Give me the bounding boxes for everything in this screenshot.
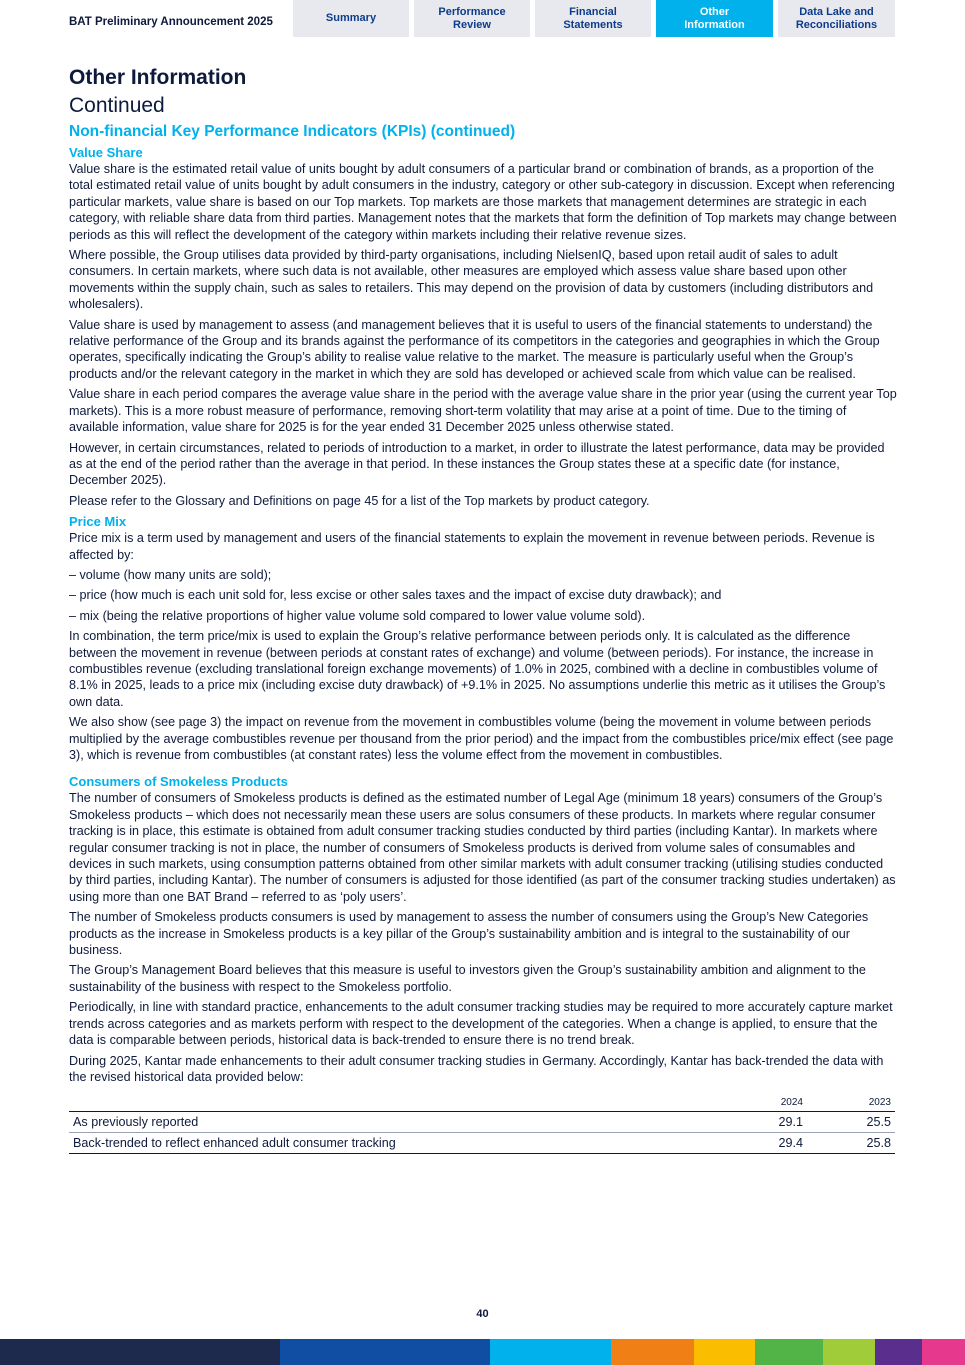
price-mix-bullet: – mix (being the relative proportions of higher value volume sold compared to lower value volume sold). xyxy=(69,608,646,623)
cell-2023: 25.5 xyxy=(807,1112,895,1133)
row-label: Back-trended to reflect enhanced adult consumer tracking xyxy=(69,1133,719,1154)
footer-segment xyxy=(611,1339,694,1365)
row-label: As previously reported xyxy=(69,1112,719,1133)
footer-segment xyxy=(280,1339,490,1365)
smokeless-paragraph: The number of Smokeless products consumers is used by management to assess the number of consumers using the Group’s New Categories products as the increase in Smokeless products is a key pillar of the Group’s sustainability ambition and is integral to the sustainability of our business. xyxy=(69,910,869,958)
tab-financial-statements[interactable]: Financial Statements xyxy=(535,0,651,37)
smokeless-paragraph: Periodically, in line with standard practice, enhancements to the adult consumer tracking studies may be required to more accurately capture market trends across categories and as markets perform with respect to the development of the categories. When a change is applied, to ensure that the data is comparable between periods, historical data is back-trended to ensure there is no trend break. xyxy=(69,1000,893,1048)
price-mix-intro: Price mix is a term used by management and users of the financial statements to explain the movement in revenue between periods. Revenue is affected by: xyxy=(69,531,875,562)
value-share-paragraph: Value share in each period compares the average value share in the period with the average value share in the prior year (using the current year Top markets). This is a more robust measure of performance, removing short-term volatility that may arise at a point of time. Due to the timing of available information, value share for 2025 is for the year ended 31 December 2025 unless otherwise stated. xyxy=(69,387,897,435)
price-mix-bullet: – volume (how many units are sold); xyxy=(69,567,272,582)
table-header-2023: 2023 xyxy=(807,1097,895,1112)
footer-segment xyxy=(823,1339,875,1365)
tab-other-information[interactable]: Other Information xyxy=(656,0,773,37)
page-title: Other Information xyxy=(69,66,247,89)
back-trended-data-table xyxy=(69,1097,895,1154)
price-mix-paragraph: In combination, the term price/mix is used to explain the Group’s relative performance between periods only. It is calculated as the difference between the movement in revenue (between periods at constant rates of exchange) and volume (between periods). For instance, the increase in combustibles revenue (excluding translational foreign exchange movements) of 1.0% in 2025, combined with a decline in combustibles volume of 8.1% in 2025, leads to a price mix (including excise duty drawback) of +9.1% in 2025. No assumptions underlie this metric as it utilises the Group’s own data. xyxy=(69,629,886,709)
value-share-paragraph: Please refer to the Glossary and Definitions on page 45 for a list of the Top markets by product category. xyxy=(69,493,650,508)
footer-segment xyxy=(694,1339,755,1365)
smokeless-paragraph: The number of consumers of Smokeless products is defined as the estimated number of Legal Age (minimum 18 years) consumers of the Group’s Smokeless products – which does not necessarily mean these users are solus consumers of these products. In markets where regular consumer tracking is in place, this estimate is obtained from adult consumer tracking studies conducted by third parties (including Kantar). In markets where regular consumer tracking is not in place, the number of consumers of Smokeless products is derived from volume sales of consumables and devices in such markets, using consumption patterns obtained from other similar markets with adult consumer tracking (utilising studies conducted by third parties, including Kantar). The number of consumers is adjusted for those identified (as part of the consumer tracking studies undertaken) as using more than one BAT Brand – referred to as ‘poly users’. xyxy=(69,791,896,904)
price-mix-heading: Price Mix xyxy=(69,514,127,530)
price-mix-bullet: – price (how much is each unit sold for, less excise or other sales taxes and the impact of excise duty drawback); and xyxy=(69,588,722,603)
document-title: BAT Preliminary Announcement 2025 xyxy=(69,16,273,28)
table-header-2024: 2024 xyxy=(719,1097,807,1112)
smokeless-paragraph: During 2025, Kantar made enhancements to their adult consumer tracking studies in Germany. Accordingly, Kantar has back-trended the data with the revised historical data provided below: xyxy=(69,1053,884,1084)
price-mix-paragraph: We also show (see page 3) the impact on revenue from the movement in combustibles volume (being the movement in volume between periods multiplied by the average combustibles revenue per thousand from the prior period) and the impact from the combustibles price/mix effect (see page 3), which is revenue from combustibles (at constant rates) less the volume effect from the movement in combustibles. xyxy=(69,715,894,762)
footer-segment xyxy=(875,1339,922,1365)
tab-summary[interactable]: Summary xyxy=(293,0,409,37)
page-number: 40 xyxy=(476,1308,489,1320)
value-share-paragraph: Value share is used by management to assess (and management believes that it is useful to users of the financial statements to understand) the relative performance of the Group and its brands against the performance of its competitors in the categories and geographies in which the Group operates, specifically indicating the Group’s ability to realise value relative to the market. The measure is particularly useful when the Group’s products and/or the relevant category in the market in which they are sold has developed or achieved scale from which value can be realised. xyxy=(69,317,880,381)
table-row xyxy=(69,1112,895,1133)
footer-segment xyxy=(490,1339,611,1365)
footer-segment xyxy=(922,1339,965,1365)
footer-color-bar xyxy=(0,1339,965,1365)
value-share-heading: Value Share xyxy=(69,145,143,160)
table-header-row xyxy=(69,1097,895,1112)
cell-2023: 25.8 xyxy=(807,1133,895,1154)
top-navigation xyxy=(0,0,965,40)
table-header-label xyxy=(69,1097,719,1112)
main-content xyxy=(69,64,897,1154)
page-subtitle: Continued xyxy=(69,94,165,117)
section-title: Non-financial Key Performance Indicators (KPIs) (continued) xyxy=(69,123,516,140)
value-share-paragraph: Value share is the estimated retail value of units bought by adult consumers of a particular brand or combination of brands, as a proportion of the total estimated retail value of units bought by adult consumers in the industry, category or other sub-category in discussion. Except when referencing particular markets, value share is based on our Top markets. Top markets are those markets that management determines are strategic in each category, with reliable share data from third parties. Management notes that the markets that form the definition of Top markets may change between periods as this will reflect the development of the category within markets including their relative revenue sizes. xyxy=(69,162,897,242)
footer-segment xyxy=(0,1339,280,1365)
footer-segment xyxy=(755,1339,823,1365)
tab-data-lake-reconciliations[interactable]: Data Lake and Reconciliations xyxy=(778,0,895,37)
table-row xyxy=(69,1133,895,1154)
cell-2024: 29.1 xyxy=(719,1112,807,1133)
smokeless-paragraph: The Group’s Management Board believes that this measure is useful to investors given the Group’s sustainability ambition and alignment to the sustainability of the business with respect to the Smokeless portfolio. xyxy=(69,963,866,994)
value-share-paragraph: Where possible, the Group utilises data provided by third-party organisations, including NielsenIQ, based upon retail audit of sales to adult consumers. In certain markets, where such data is not available, other measures are employed which assess value share based upon other movements within the supply chain, such as sales to retailers. This may depend on the provision of data by customers (including distributors and wholesalers). xyxy=(69,248,874,312)
value-share-paragraph: However, in certain circumstances, related to periods of introduction to a market, in order to illustrate the latest performance, data may be provided as at the end of the period rather than the average in that period. In these instances the Group states these at a specific date (for instance, December 2025). xyxy=(69,440,885,488)
smokeless-heading: Consumers of Smokeless Products xyxy=(69,774,288,790)
cell-2024: 29.4 xyxy=(719,1133,807,1154)
tab-performance-review[interactable]: Performance Review xyxy=(414,0,530,37)
